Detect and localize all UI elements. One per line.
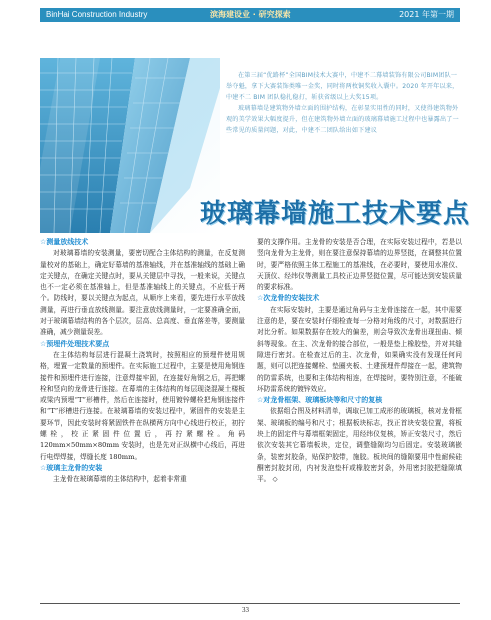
- section-body-survey: 对玻璃幕墙的安装测量，要密切配合主体结构的测量，在反复测量校对的基础上，确定好幕墙的基准轴线，并在基准轴线的基础上确定关键点，在确定关键点时，要从关键层中寻找，一般来说，关键点也不一定必须在基准轴上，但是基准轴线上的关键点，不应低于两个。防线时，要以关键点为起点，从顺序上来看，要先进行水平放线测量，再进行垂直放线测量。要注意放线测量时，一定要准确全面，对于玻璃幕墙结构的各个层次，层高、总高度、垂直落差等，要测量准确，减少测量误差。: [40, 249, 245, 337]
- left-column: [40, 237, 245, 486]
- intro-section: [40, 58, 460, 198]
- section-title-survey: ☆测量放线技术: [40, 238, 89, 246]
- intro-text: [226, 70, 462, 136]
- header-issue: 2021 年第一期: [399, 10, 454, 19]
- section-body-main-keel-continued: 要的支撑作用。主龙骨的安装是否合理，在实际安装过程中，若是以竖向龙骨为主龙骨，则在要注意保持幕墙的边界竖挺，在调整其位置时，要严格依照主体工程施工的基准线，在必要时，要使用水准仪、天顶仪、经纬仪等测量工具校正边界竖挺位置，尽可能达到安装质量的要求标准。: [257, 238, 462, 292]
- running-header: [40, 8, 460, 22]
- page-number: 33: [242, 606, 249, 614]
- section-title-embedded-parts: ☆预埋件处理技术要点: [40, 339, 110, 348]
- section-title-secondary-keel: ☆次龙骨的安装技术: [257, 294, 320, 303]
- section-body-secondary-keel: 在实际安装时，主要是通过角码与主龙骨连接在一起，其中需要注意的是，要在安装时仔细检查每一分格对角线的尺寸，对数据进行对比分析。如果数据存在较大的偏差，则会导致次龙骨出现扭曲、倾斜等现象。在主、次龙骨的接合部位，一般是垫上橡胶垫，并对其缝隙进行密封。在检查过后的主、次龙骨，如果确实没有发现任何问题，则可以把连接螺栓、垫圈夹板、土建预埋件焊接在一起，建筑物的防雷系统，也要和主体结构相连，在焊接时，要特别注意，不能破坏防雷系统的镀锌效应。: [257, 305, 462, 393]
- section-body-size-check: 依据组合图及材料清单，调取已加工成形的玻璃板，核对龙骨框架、玻璃板的编号和尺寸；根据板块标志，找正首块安装位置，将板块上的固定件与幕墙框架固定，用经纬仪复核，矫正安装尺寸，然后依次安装其它幕墙板块，定位，调整缝隙均匀后固定。安装玻璃嵌条，装密封胶条，贴保护胶带，施胶。板块间的缝隙要用中性耐候硅酮密封胶封闭，内衬发泡垫杆或橡胶密封条，外用密封胶把缝隙填平。 ◇: [257, 407, 462, 484]
- article-title: 玻璃幕墙施工技术要点: [200, 199, 471, 229]
- section-body-main-keel: 主龙骨在玻璃幕墙的主体结构中，起着非常重: [53, 475, 187, 484]
- intro-paragraph-2: 玻璃幕墙是建筑物外墙立面的围护结构，在彰显实用性的同时，又使得建筑物外观的美学效果大幅度提升，但在建筑物外墙立面的玻璃幕墙施工过程中也暴露出了一些常见的质量问题，对此，中建不二团队给出如下建议: [226, 105, 459, 134]
- header-english-title: BinHai Construction Industry: [46, 10, 148, 19]
- right-column: [257, 237, 462, 486]
- section-body-embedded-parts: 在主体结构每层进行混凝土浇筑时，按照相应的预埋件使用规格，埋置一定数量的预埋件。在实际施工过程中，主要是使用角钢连接件和预埋件进行连接，注意焊接牢固，在连接好角钢之后，再把螺栓和竖向的龙骨进行连接。在幕墙的主体结构的每层现浇混凝土楼板或梁内预埋“T”形槽件，然后在连接时，使用镀锌螺栓把角钢连接件和“T”形槽进行连接。在玻璃幕墙的安装过程中，紧固件的安装是主要环节，因此安装时将紧固铁件在纵横两方向中心线进行校正，初拧螺栓，校正紧固件位置后，再拧紧螺栓。角码 120mm×50mm×80mm 安装时，也是先对正纵横中心线后，再进行电焊焊接，焊缝长度 180mm。: [40, 350, 245, 461]
- header-journal-title: 滨海建设业 · 研究探索: [210, 10, 291, 19]
- section-title-main-keel: ☆玻璃主龙骨的安装: [40, 463, 103, 472]
- footer-divider: [40, 603, 460, 604]
- building-photo: [40, 58, 220, 233]
- intro-paragraph-1: 在第三届“优路杯”全国BIM技术大赛中，中建不二幕墙装饰有限公司BIM团队一举夺魁，拿下大赛装饰类唯一金奖，同时将两枚铜奖收入囊中。2020 年开年以来，中建不二 BIM 团队稳扎稳打，斩获省级以上大奖15项。: [226, 72, 459, 101]
- section-title-size-check: ☆对龙骨框架、玻璃板块等和尺寸的复核: [257, 396, 383, 405]
